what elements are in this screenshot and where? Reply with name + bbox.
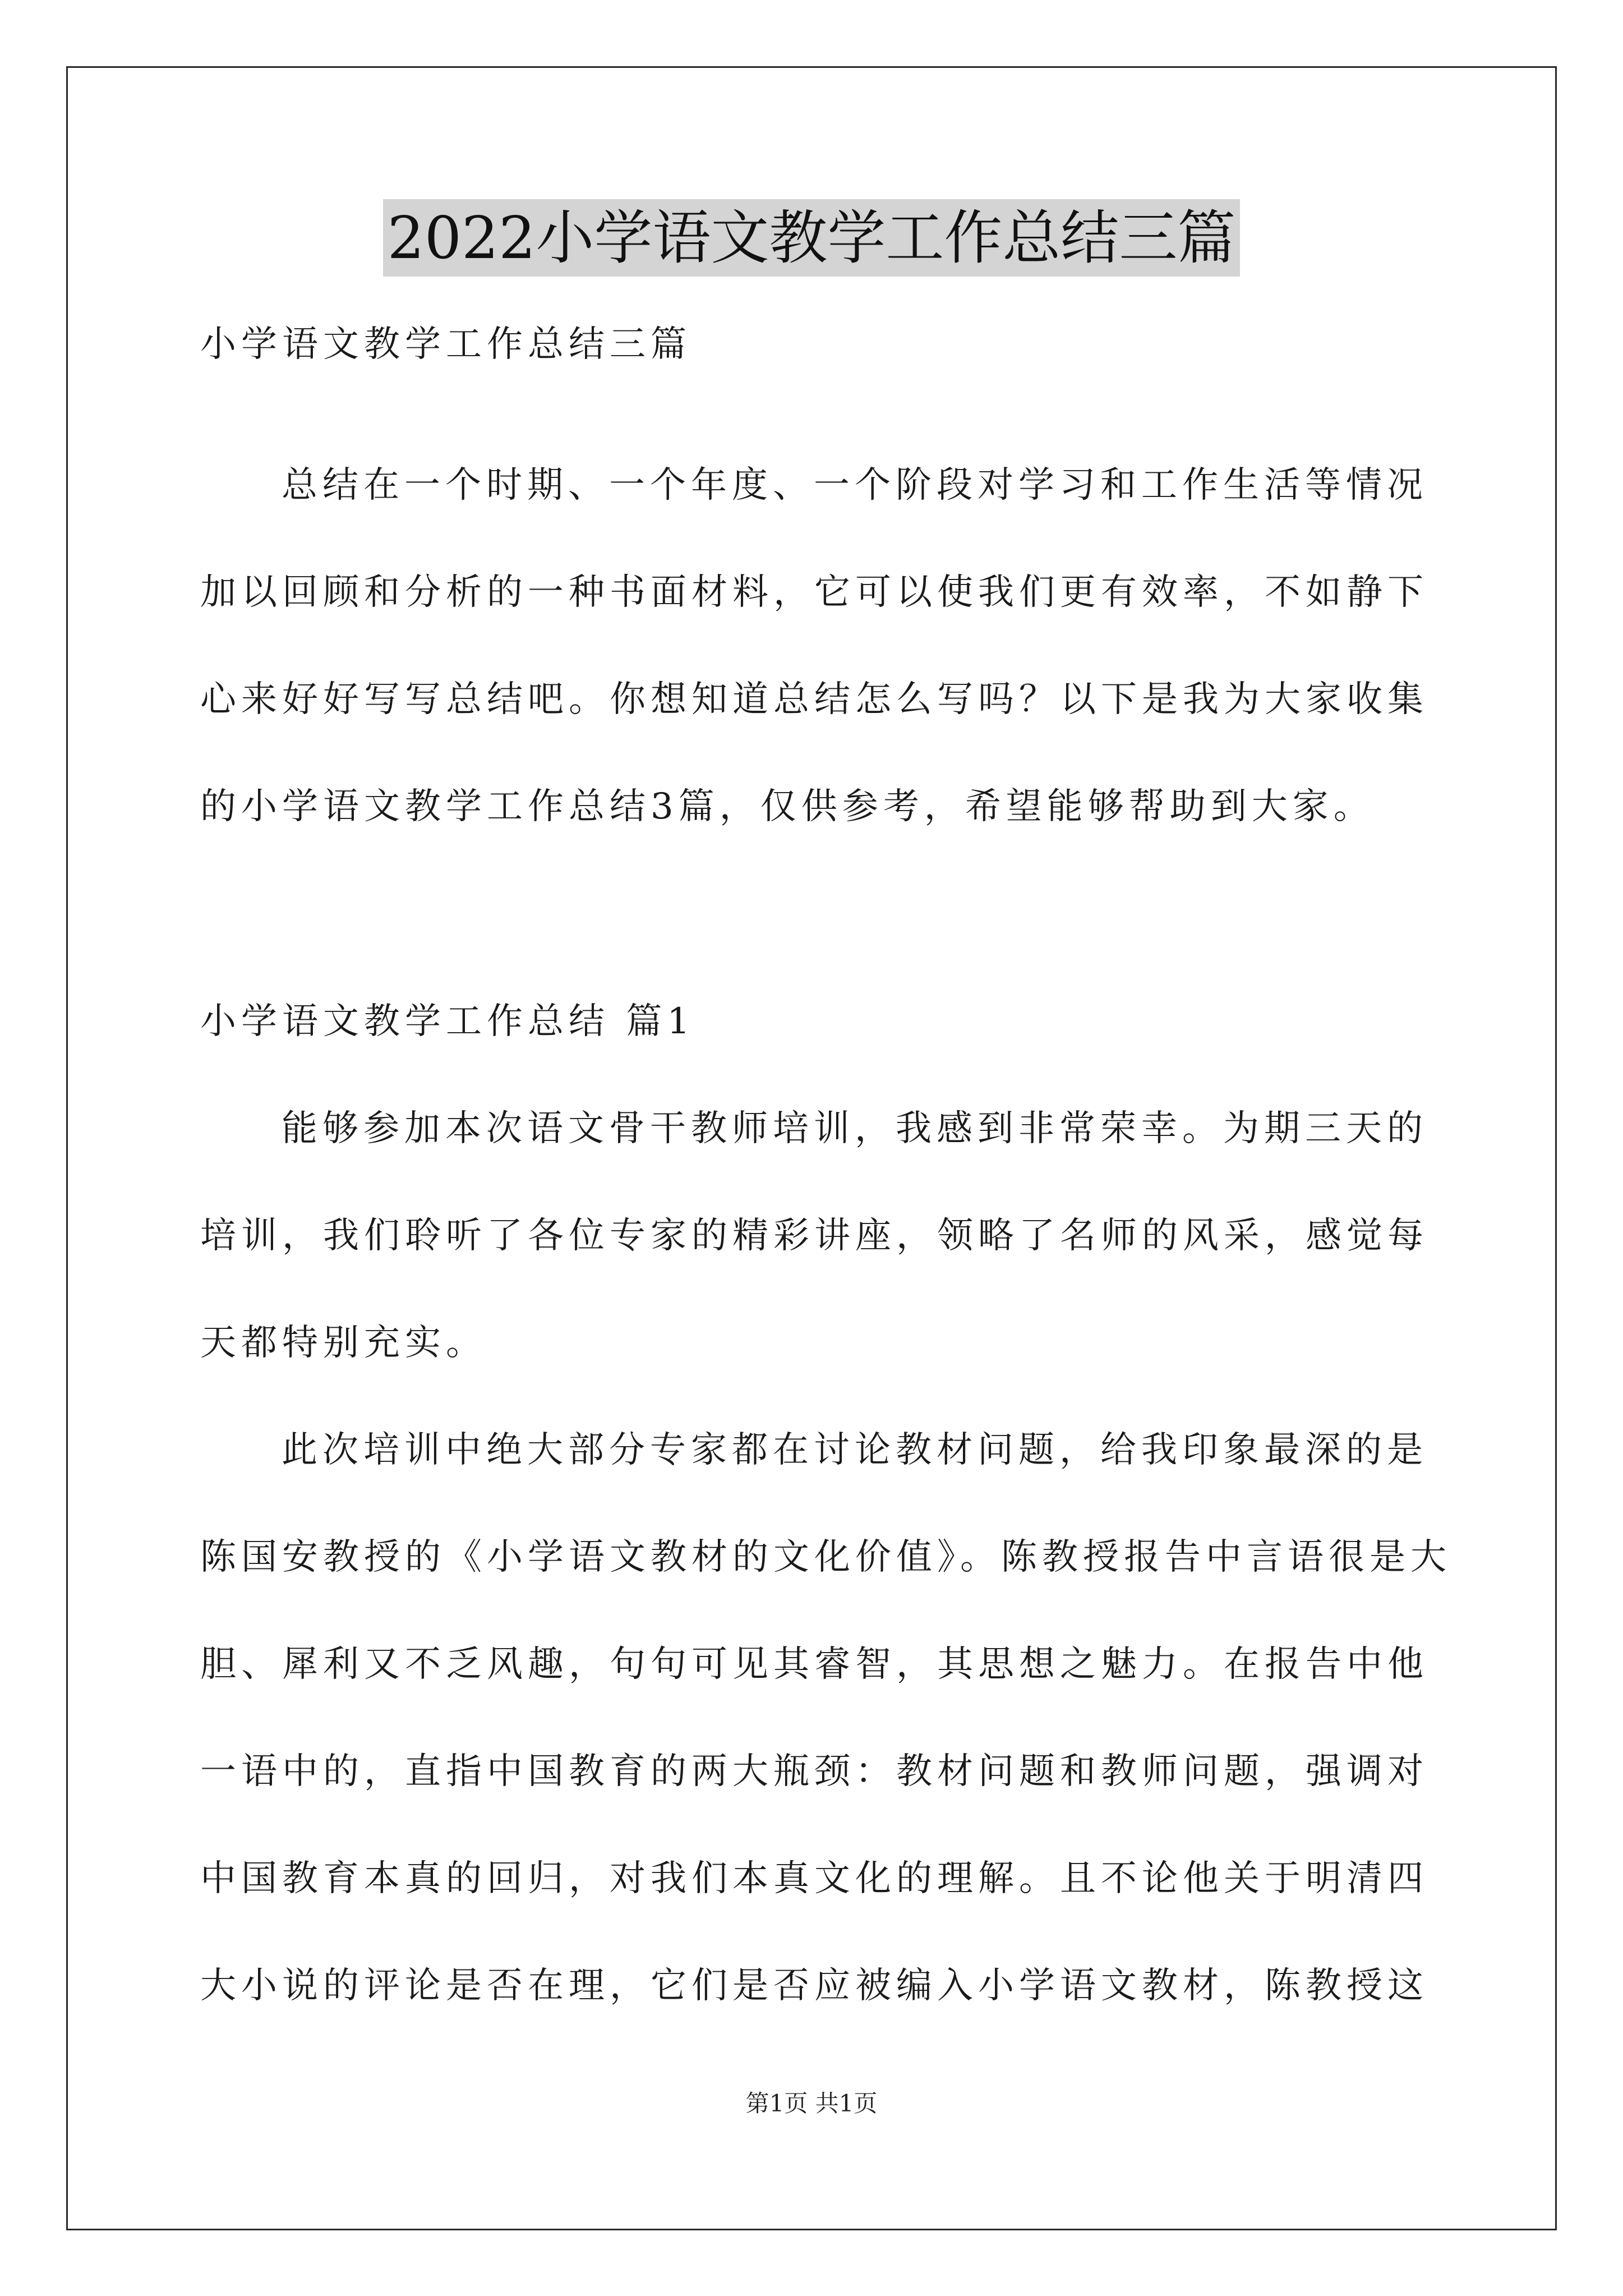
para2-line-6: 大小说的评论是否在理，它们是否应被编入小学语文教材，陈教授这	[200, 1965, 1428, 2007]
intro-line-1: 总结在一个时期、一个年度、一个阶段对学习和工作生活等情况	[282, 464, 1428, 506]
para2-line-5: 中国教育本真的回归，对我们本真文化的理解。且不论他关于明清四	[200, 1858, 1428, 1899]
intro-line-3: 心来好好写写总结吧。你想知道总结怎么写吗？以下是我为大家收集	[200, 679, 1428, 720]
para2-line-1: 此次培训中绝大部分专家都在讨论教材问题，给我印象最深的是	[282, 1429, 1428, 1471]
para2-line-3: 胆、犀利又不乏风趣，句句可见其睿智，其思想之魅力。在报告中他	[200, 1644, 1428, 1685]
document-title: 2022小学语文教学工作总结三篇	[383, 199, 1241, 277]
para1-line-2: 培训，我们聆听了各位专家的精彩讲座，领略了名师的风采，感觉每	[200, 1215, 1428, 1257]
intro-line-4: 的小学语文教学工作总结3篇，仅供参考，希望能够帮助到大家。	[200, 786, 1375, 827]
para2-line-2: 陈国安教授的《小学语文教材的文化价值》。陈教授报告中言语很是大	[200, 1536, 1451, 1578]
document-title-container	[0, 199, 1623, 277]
document-subtitle: 小学语文教学工作总结三篇	[200, 324, 691, 365]
section-heading: 小学语文教学工作总结 篇1	[200, 1001, 695, 1042]
para1-line-3: 天都特别充实。	[200, 1322, 487, 1364]
intro-line-2: 加以回顾和分析的一种书面材料，它可以使我们更有效率，不如静下	[200, 572, 1428, 613]
page-number: 第1页 共1页	[745, 2090, 878, 2117]
para1-line-1: 能够参加本次语文骨干教师培训，我感到非常荣幸。为期三天的	[282, 1108, 1428, 1149]
para2-line-4: 一语中的，直指中国教育的两大瓶颈：教材问题和教师问题，强调对	[200, 1751, 1428, 1792]
